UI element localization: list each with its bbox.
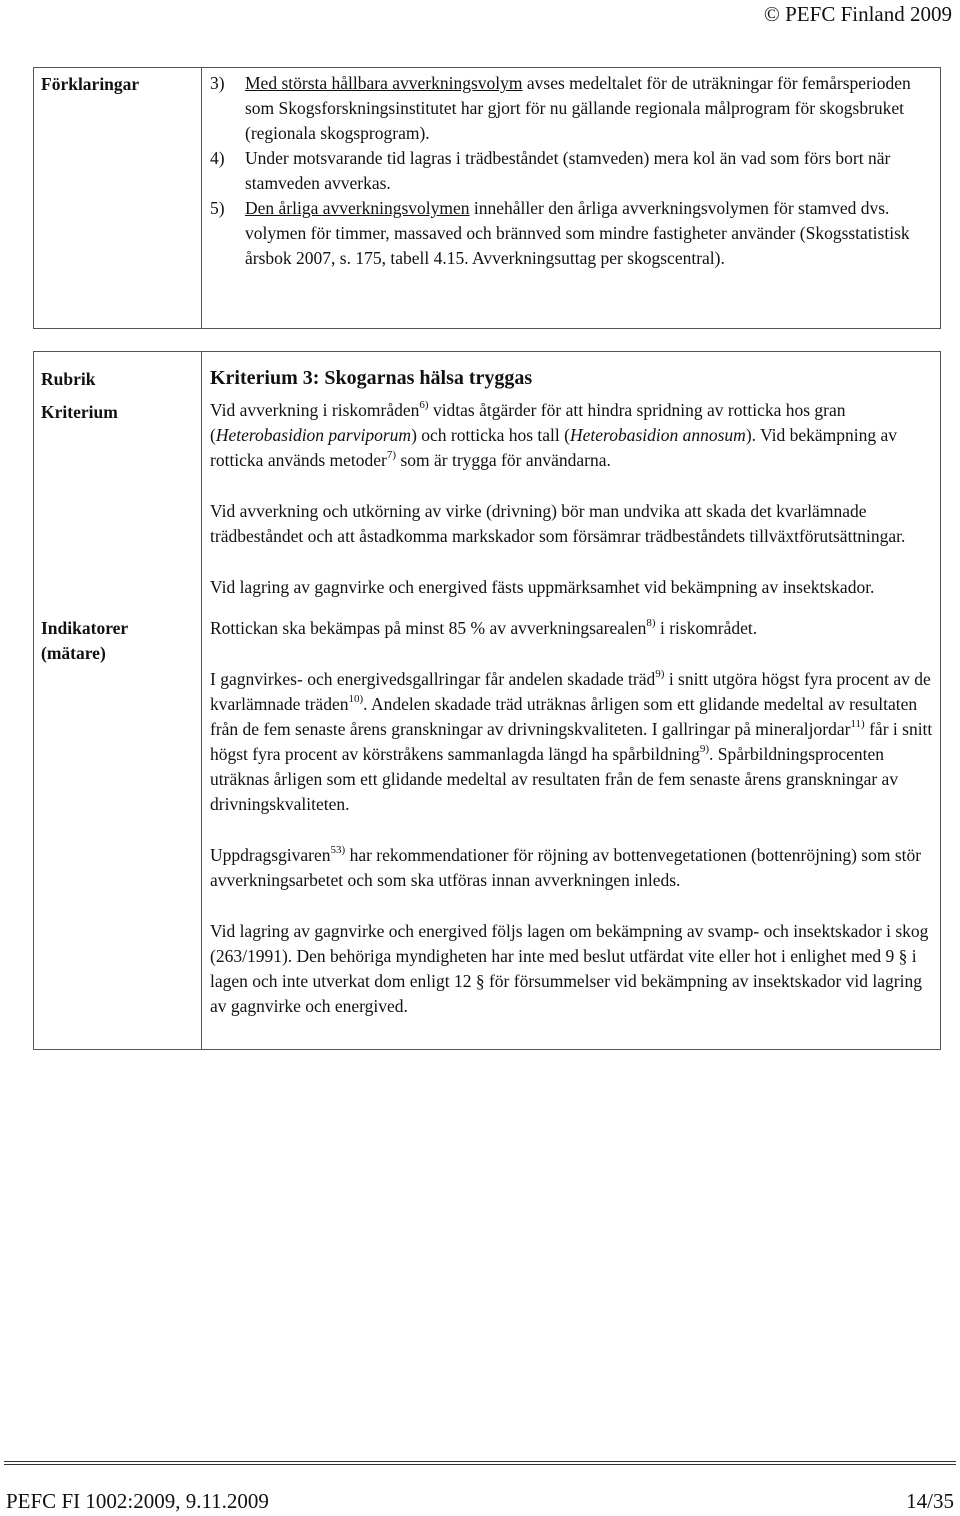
notes-list	[210, 71, 934, 271]
kriterium-paragraph: Vid avverkning och utkörning av virke (drivning) bör man undvika att skada det kvarlämnade trädbeståndet och att åstadkomma markskador som försämrar trädbeståndets tillväxtförutsättningar.	[210, 501, 906, 546]
note-item: 5) Den årliga avverkningsvolymen innehåller den årliga avverkningsvolymen för stamved dvs. volymen för timmer, massaved och brännved som mindre fastigheter använder (Skogsstatistisk årsbok 2007, s. 175, tabell 4.15. Avverkningsuttag per skogscentral).	[210, 198, 910, 268]
indikatorer-label: Indikatorer (mätare)	[34, 610, 202, 1050]
explanations-label: Förklaringar	[34, 68, 202, 329]
kriterium-paragraph: Vid avverkning i riskområden$^{6)}$ vidtas åtgärder för att hindra spridning av rotticka hos gran (Heterobasidion parviporum) och rotticka hos tall (Heterobasidion annosum). Vid bekämpning av rotticka används metoder$^{7)}$ som är trygga för användarna.	[210, 399, 898, 470]
explanations-content	[202, 68, 941, 329]
footer-page-number: 14/35	[906, 1489, 954, 1513]
indicator-paragraph: I gagnvirkes- och energivedsgallringar får andelen skadade träd$^{9)}$ i snitt utgöra högst fyra procent av de kvarlämnade träden$^{10)}$. Andelen skadade träd uträknas årligen som ett glidande medeltal av resultaten från de fem senaste årens granskningar av drivningskvaliteten. I gallringar på mineraljordar$^{11)}$ får i snitt högst fyra procent av körstråkens sammanlagda längd ha spårbildning$^{9)}$. Spårbildningsprocenten uträknas årligen som ett glidande medeltal av resultaten från de fem senaste årens granskningar av drivningskvaliteten.	[210, 668, 933, 814]
criterion-title: Kriterium 3: Skogarnas hälsa tryggas	[210, 367, 533, 389]
rubrik-label: Rubrik	[34, 352, 202, 393]
footer-divider	[4, 1461, 956, 1465]
header-copyright: © PEFC Finland 2009	[763, 2, 952, 26]
note-item: 4) Under motsvarande tid lagras i trädbeståndet (stamveden) mera kol än vad som förs bort när stamveden avverkas.	[210, 148, 891, 193]
criteria-table	[33, 351, 941, 1050]
kriterium-content	[202, 392, 941, 610]
indicator-paragraph: Rottickan ska bekämpas på minst 85 % av avverkningsarealen$^{8)}$ i riskområdet.	[210, 617, 758, 638]
indicator-paragraph: Uppdragsgivaren$^{53)}$ har rekommendationer för röjning av bottenvegetationen (bottenröjning) som stör avverkningsarbetet och som ska utföras innan avverkningen inleds.	[210, 844, 922, 890]
indikatorer-content	[202, 610, 941, 1050]
note-term-link: Den årliga avverkningsvolymen	[245, 198, 470, 218]
note-term-link: Med största hållbara avverkningsvolym	[245, 73, 523, 93]
indicator-paragraph: Vid lagring av gagnvirke och energived följs lagen om bekämpning av svamp- och insektskador i skog (263/1991). Den behöriga myndigheten har inte med beslut utfärdat vite eller hot i enlighet med 9 § i lagen och inte utverkat dom enligt 12 § för försummelser vid bekämpning av insektskador vid lagring av gagnvirke och energived.	[210, 921, 929, 1016]
explanations-table	[33, 67, 941, 329]
kriterium-paragraph: Vid lagring av gagnvirke och energived fästs uppmärksamhet vid bekämpning av insektskador.	[210, 577, 875, 597]
footer-document-id: PEFC FI 1002:2009, 9.11.2009	[6, 1489, 269, 1513]
note-item: 3) Med största hållbara avverkningsvolym avses medeltalet för de uträkningar för femårsperioden som Skogsforskningsinstitutet har gjort för nu gällande regionala målprogram för skogsbruket (regionala skogsprogram).	[210, 73, 911, 143]
kriterium-label: Kriterium	[34, 392, 202, 610]
